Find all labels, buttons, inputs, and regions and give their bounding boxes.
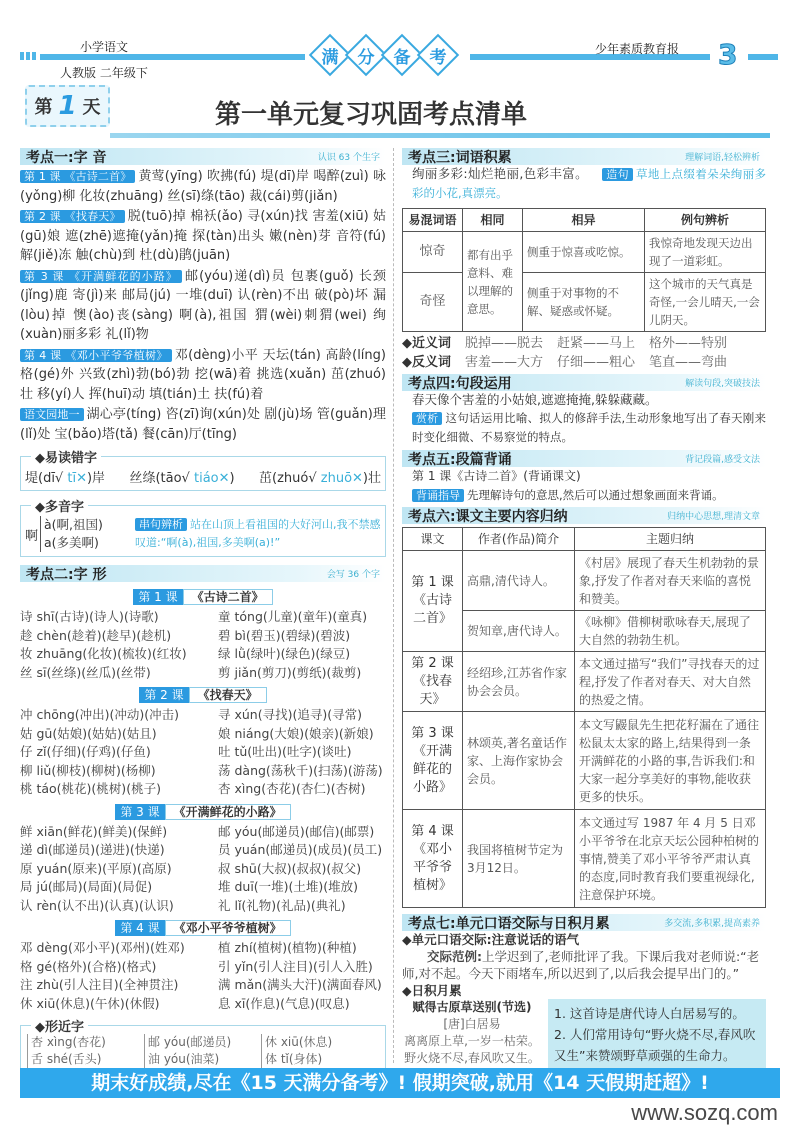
char-entry: 碧 bì(碧玉)(碧绿)(碧波) [218,627,351,643]
table-cell: 经绍珍,江苏省作家协会会员。 [463,652,575,712]
table-row [403,209,766,232]
newspaper-name: 少年素质教育报 [595,42,680,56]
day-badge [25,85,110,127]
char-entry: 剪 jiǎn(剪刀)(剪纸)(裁剪) [218,664,362,680]
lesson-number: 第 1 课 [133,589,182,605]
char-entry: 娘 niáng(大娘)(娘亲)(新娘) [218,725,374,741]
lesson-badge: 第 4 课 《邓小平爷爷植树》 [20,349,172,362]
day-prefix: 第 [34,97,53,118]
pinyin-lesson [20,405,386,444]
char-lessons [20,588,386,1013]
char-entry: 姑 gū(姑娘)(姑姑)(姑且) [20,725,157,741]
misread-list [25,463,381,486]
table-cell: 易混词语 [403,209,463,232]
pinyin-lesson [20,207,386,266]
table-row [403,712,766,810]
table-cell: 本文通过描写“我们”寻找春天的过程,抒发了作者对春天、对大自然的热爱之情。 [575,652,766,712]
table-row [403,273,766,332]
similar-pair [144,1034,249,1068]
header-stripes [20,52,38,60]
char-entry: 堆 duī(一堆)(土堆)(堆放) [218,879,359,894]
char-entry: 息 xī(作息)(气息)(叹息) [218,995,350,1011]
lesson-badge: 第 1 课 《古诗二首》 [20,170,135,183]
table-cell: 例句辨析 [645,209,766,232]
lesson-heading [20,588,386,605]
char-entry: 局 jú(邮局)(局面)(局促) [20,879,153,894]
section-note: 归纳中心思想,理清文章 [667,512,760,522]
recite-block [402,467,766,505]
recite-lesson: 第 1 课《古诗二首》(背诵课文) [412,469,581,483]
lesson-number: 第 3 课 [115,804,164,820]
similar-char: 舌 shé(舌头) [31,1052,102,1066]
pinyin-lessons [20,167,386,444]
table-cell: 我国将植树节定为3月12日。 [463,810,575,908]
lesson-badge: 第 2 课 《找春天》 [20,210,125,223]
sentence-analysis-block [402,391,766,446]
section-note: 解读句段,突破技法 [685,379,760,389]
lesson-summary-table [402,527,766,908]
polyphone-readings [40,516,135,552]
table-row [403,551,766,611]
misread-item [129,467,234,486]
table-cell: 侧重于惊喜或吃惊。 [523,232,645,273]
logo-char: 考 [429,47,447,68]
table-cell: 都有出乎意料、难以理解的意思。 [463,232,523,332]
table-cell: 《咏柳》借柳树歌咏春天,展现了大自然的勃勃生机。 [575,611,766,652]
section-3-header [402,148,766,165]
misread-suffix: ) [229,471,235,486]
similar-list [27,1034,379,1068]
recite-guide: 先理解诗句的意思,然后可以通过想象画面来背诵。 [467,488,724,502]
char-entry: 冲 chōng(冲出)(冲动)(冲击) [20,707,180,722]
analysis-row [412,409,766,446]
table-cell: 第 1 课《古诗二首》 [403,551,463,652]
char-entry: 桃 táo(桃花)(桃树)(桃子) [20,781,161,796]
char-entry: 童 tóng(儿童)(童年)(童真) [218,609,368,624]
table-row [403,232,766,273]
table-cell: 本文写鼹鼠先生把花籽漏在了通往松鼠太太家的路上,结果得到一条开满鲜花的小路的事,告诉我们:和大家一起分享美好的事物,能收获更多的快乐。 [575,712,766,810]
logo-char: 满 [321,47,339,68]
table-cell: 奇怪 [403,273,463,332]
section-note: 理解词语,轻松辨析 [685,153,760,163]
similar-char: 杏 xìng(杏花) [31,1035,106,1049]
char-entry: 鲜 xiān(鲜花)(鲜美)(保鲜) [20,823,168,839]
char-entry: 仔 zǐ(仔细)(仔鸡)(仔鱼) [20,744,151,759]
section-title: 考点七:单元口语交际与日积月累 [408,915,610,932]
table-cell: 作者(作品)简介 [463,528,575,551]
char-entry: 叔 shū(大叔)(叔叔)(叔父) [218,860,362,876]
poem-author: [唐]白居易 [443,1017,501,1031]
word-definition: 绚丽多彩:灿烂艳丽,色彩丰富。 [412,166,588,181]
analysis-badge: 赏析 [412,412,442,425]
similar-char: 油 yóu(油菜) [148,1052,220,1066]
logo-char: 备 [393,47,411,68]
confusable-words-table [402,208,766,332]
table-cell: 本文通过写 1987 年 4 月 5 日邓小平爷爷在北京天坛公园种柏树的事情,赞美了邓小平爷爷严肃认真的态度,同时教育我们要重视绿化,注意保护环境。 [575,810,766,908]
table-row [403,652,766,712]
section-2-header [20,565,386,582]
lesson-heading [20,686,386,703]
lesson-name: 《找春天》 [189,687,267,703]
char-entry: 趁 chèn(趁着)(趁早)(趁机) [20,627,172,643]
table-cell: 主题归纳 [575,528,766,551]
section-7-body [402,931,766,1070]
example-label: 交际范例: [427,949,482,964]
correct-reading: 茁(zhuó√ [259,471,321,486]
section-note: 认识 63 个生字 [317,153,380,163]
char-entry: 满 mǎn(满头大汗)(满面春风) [218,977,382,992]
section-note: 会写 36 个字 [326,570,380,580]
left-column [20,148,386,1072]
char-grid [20,939,386,1013]
section-note: 多交流,多积累,提高素养 [664,919,760,929]
char-entry: 丝 sī(丝绦)(丝瓜)(丝带) [20,664,151,680]
polyphone-sentence: 站在山顶上看祖国的大好河山,我不禁感叹道:“啊(à),祖国,多美啊(a)!” [135,518,381,549]
pinyin-lesson [20,346,386,405]
section-title: 考点二:字 形 [26,566,107,583]
table-cell: 相同 [463,209,523,232]
misread-item [25,467,105,486]
char-entry: 绿 lǜ(绿叶)(绿色)(绿豆) [218,646,351,661]
table-cell: 惊奇 [403,232,463,273]
section-1-header [20,148,386,165]
lesson-name: 《开满鲜花的小路》 [165,804,291,820]
pinyin-text: 脱(tuō)掉 棉袄(ǎo) 寻(xún)找 害羞(xiū) 姑(gū)娘 遮(zhē)遮掩(yǎn)掩 探(tàn)出头 嫩(nèn)芽 音符(fú) 解(jiě)冻 触(chù)到 杜(dù)鹃(juān) [20,209,387,263]
char-grid [20,706,386,799]
accumulation-label: ◆日积月累 [402,983,462,998]
series-logo [312,40,456,70]
table-cell: 第 4 课《邓小平爷爷植树》 [403,810,463,908]
synonym-antonym-list [402,334,766,372]
section-6-header [402,507,766,524]
analysis-text: 这句话运用比喻、拟人的修辞手法,生动形象地写出了春天刚来时变化细微、不易察觉的特点。 [412,411,767,444]
analysed-sentence: 春天像个害羞的小姑娘,遮遮掩掩,躲躲藏藏。 [412,392,658,407]
word-definition-block [402,165,766,202]
sentence-badge: 造句 [602,168,633,181]
char-entry: 邮 yóu(邮递员)(邮信)(邮票) [218,823,375,839]
char-entry: 吐 tǔ(吐出)(吐字)(谈吐) [218,744,352,759]
antonym-pair: 仔细——粗心 [557,355,636,370]
char-grid [20,823,386,916]
polyphone-label: ◆多音字 [31,496,88,515]
polyphone-char: 啊 [25,528,39,544]
recite-badge: 背诵指导 [412,489,464,502]
misread-suffix: )岸 [86,471,106,486]
table-cell: 我惊奇地发现天边出现了一道彩虹。 [645,232,766,273]
lesson-heading [20,803,386,820]
right-column [402,148,766,1070]
watermark: www.sozq.com [631,1100,778,1125]
synonym-pair: 赶紧——马上 [557,336,636,351]
section-title: 考点五:段篇背诵 [408,451,512,468]
char-grid [20,608,386,682]
table-cell: 第 3 课《开满鲜花的小路》 [403,712,463,810]
poem-line: 离离原上草,一岁一枯荣。 [404,1034,540,1048]
oral-example-row [402,948,766,982]
misread-suffix: )壮 [362,471,381,486]
antonyms-label: ◆反义词 [402,355,451,370]
char-entry: 认 rèn(认不出)(认真)(认识) [20,897,174,913]
wrong-reading: zhuō✕ [320,471,363,486]
misread-item [259,467,381,486]
char-entry: 邓 dèng(邓小平)(邓州)(姓邓) [20,940,185,955]
table-cell: 课文 [403,528,463,551]
char-entry: 递 dì(邮递员)(递进)(快递) [20,842,165,857]
table-cell: 高鼎,清代诗人。 [463,551,575,611]
poem-line: 野火烧不尽,春风吹又生。 [404,1051,540,1065]
synonym-pair: 脱掉——脱去 [465,336,544,351]
synonyms-row [402,334,766,353]
sentence-badge: 串句辨析 [135,518,187,531]
char-entry: 礼 lǐ(礼物)(礼品)(典礼) [218,897,346,913]
pinyin-lesson [20,167,386,206]
table-cell: 《村居》展现了春天生机勃勃的景象,抒发了作者对春天来临的喜悦和赞美。 [575,551,766,611]
char-entry: 诗 shī(古诗)(诗人)(诗歌) [20,609,159,624]
pinyin-text: 湖心亭(tíng) 咨(zī)询(xún)处 剧(jù)场 管(guǎn)理(lǐ)处 宝(bǎo)塔(tǎ) 餐(cān)厅(tīng) [20,407,386,442]
table-row [403,528,766,551]
section-5-header [402,450,766,467]
section-title: 考点三:词语积累 [408,149,512,166]
day-number: 1 [58,91,77,121]
lesson-name: 《邓小平爷爷植树》 [165,920,291,936]
synonym-pair: 格外——特别 [649,336,728,351]
char-entry: 柳 liǔ(柳枝)(柳树)(杨柳) [20,762,156,778]
poem-question-2: 2. 人们常用诗句“野火烧不尽,春风吹又生”来赞颂野草顽强的生命力。 [554,1027,756,1063]
misread-box [20,451,386,491]
column-divider [393,148,394,1063]
example-sentence: 草地上点缀着朵朵绚丽多彩的小花,真漂亮。 [412,167,766,200]
table-cell: 贺知章,唐代诗人。 [463,611,575,652]
section-4-header [402,374,766,391]
table-cell: 第 2 课《找春天》 [403,652,463,712]
polyphone-box [20,500,386,557]
char-entry: 妆 zhuāng(化妆)(梳妆)(红妆) [20,646,187,661]
char-entry: 荡 dàng(荡秋千)(扫荡)(游荡) [218,762,383,778]
similar-char: 休 xiū(休息) [265,1035,333,1049]
char-entry: 寻 xún(寻找)(追寻)(寻常) [218,707,362,722]
correct-reading: 丝绦(tāo√ [129,471,194,486]
char-entry: 员 yuán(邮递员)(成员)(员工) [218,842,383,857]
lesson-name: 《古诗二首》 [183,589,273,605]
antonym-pair: 笔直——弯曲 [649,355,728,370]
polyphone-example [135,516,381,552]
page-title: 第一单元复习巩固考点清单 [215,100,528,130]
similar-label: ◆形近字 [31,1016,88,1035]
poem-title: 赋得古原草送别(节选) [412,1000,532,1014]
lesson-heading [20,919,386,936]
lesson-badge: 第 3 课 《开满鲜花的小路》 [20,270,182,283]
table-row [403,810,766,908]
similar-char: 邮 yóu(邮递员) [148,1035,232,1049]
pinyin-text: 邮(yóu)递(dì)员 包裹(guǒ) 长颈(jǐng)鹿 寄(jì)来 邮局(jú) 一堆(duī) 认(rèn)不出 破(pò)坏 漏(lòu)掉 懊(ào)丧(sàng) 啊(à),祖国 猬(wèi)刺猬(wei) 绚(xuàn)丽多彩 礼(lǐ)物 [20,268,386,342]
section-title: 考点一:字 音 [26,149,107,166]
wrong-reading: tī✕ [67,471,87,486]
char-entry: 引 yǐn(引人注目)(引人入胜) [218,958,373,974]
pinyin-text: 黄莺(yīng) 吹拂(fú) 堤(dī)岸 喝醉(zuì) 咏(yǒng)柳 化妆(zhuāng) 丝(sī)绦(tāo) 裁(cái)剪(jiǎn) [20,169,386,204]
similar-char: 体 tǐ(身体) [265,1052,323,1066]
oral-example: 上学迟到了,老师批评了我。下课后我对老师说:“老师,对不起。今天下雨堵车,所以迟到了,以后我会提早出门的。” [402,949,760,981]
recite-row [412,486,766,505]
table-cell: 林颂英,著名童话作家、上海作家协会会员。 [463,712,575,810]
polyphone-reading-2: a(多美啊) [44,535,99,550]
misread-label: ◆易读错字 [31,447,101,466]
char-entry: 杏 xìng(杏花)(杏仁)(杏树) [218,781,366,796]
similar-chars-box [20,1020,386,1072]
section-7-header [402,914,766,931]
table-cell: 相异 [523,209,645,232]
section-note: 背记段篇,感受文法 [685,455,760,465]
section-title: 考点四:句段运用 [408,375,512,392]
pinyin-lesson [20,267,386,345]
char-entry: 注 zhù(引人注目)(全神贯注) [20,977,179,992]
poem-questions [548,999,766,1070]
antonym-pair: 害羞——大方 [465,355,544,370]
similar-pair [261,1034,366,1068]
title-underline [110,133,770,138]
table-cell: 侧重于对事物的不解、疑惑或怀疑。 [523,273,645,332]
logo-char: 分 [357,47,375,68]
poem-row [402,999,766,1070]
lesson-number: 第 2 课 [139,687,188,703]
lesson-badge: 语文园地一 [20,408,84,421]
header-rule-end [748,54,778,60]
subject-label: 小学语文 [80,40,129,54]
page-number: 3 [718,38,738,71]
poem [402,999,542,1070]
polyphone-reading-1: à(啊,祖国) [44,517,103,532]
char-entry: 植 zhí(植树)(植物)(种植) [218,940,357,955]
pinyin-text: 邓(dèng)小平 天坛(tán) 高龄(líng) 格(gé)外 兴致(zhì)勃(bó)勃 挖(wā)着 挑选(xuǎn) 茁(zhuó)壮 移(yí)人 挥(huī)动 填(tián)土 扶(fú)着 [20,347,386,402]
correct-reading: 堤(dī√ [25,471,68,486]
table-cell: 这个城市的天气真是奇怪,一会儿晴天,一会儿阴天。 [645,273,766,332]
section-title: 考点六:课文主要内容归纳 [408,508,568,525]
day-suffix: 天 [82,97,101,118]
poem-question-1: 1. 这首诗是唐代诗人白居易写的。 [554,1006,745,1021]
antonyms-row [402,353,766,372]
synonyms-label: ◆近义词 [402,336,451,351]
lesson-number: 第 4 课 [115,920,164,936]
wrong-reading: tiáo✕ [193,471,230,486]
edition-label: 人教版 二年级下 [60,66,148,80]
char-entry: 原 yuán(原来)(平原)(高原) [20,860,172,876]
char-entry: 休 xiū(休息)(午休)(休假) [20,995,160,1011]
oral-label: ◆单元口语交际:注意说话的语气 [402,932,580,947]
similar-pair [27,1034,132,1068]
char-entry: 格 gé(格外)(合格)(格式) [20,958,157,974]
footer-banner: 期末好成绩,尽在《15 天满分备考》! 假期突破,就用《14 天假期赶超》! [20,1068,780,1098]
